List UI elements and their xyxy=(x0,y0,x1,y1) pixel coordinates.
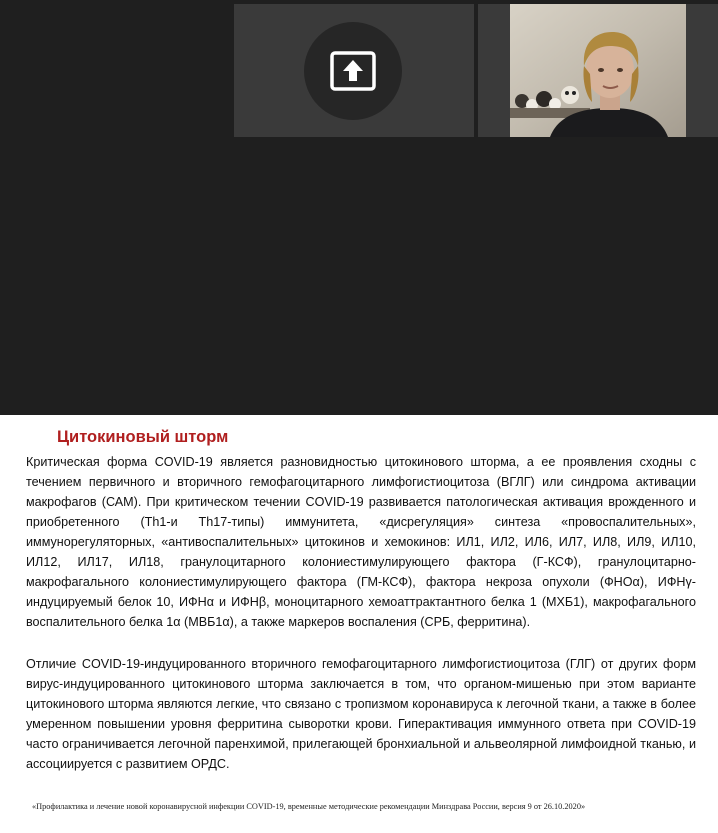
participant-video-tile[interactable] xyxy=(478,4,718,137)
screen-share-tile[interactable] xyxy=(234,4,474,137)
participant-video-image xyxy=(510,4,686,137)
share-screen-button[interactable] xyxy=(304,22,402,120)
slide-title: Цитокиновый шторм xyxy=(57,428,229,446)
presentation-slide xyxy=(0,415,718,833)
slide-footnote: «Профилактика и лечение новой коронавирусной инфекции COVID-19, временные методические рекомендации Минздрава России, версия 9 от 26.10.2020» xyxy=(32,802,586,811)
share-screen-icon xyxy=(330,51,376,91)
slide-paragraph-2: Отличие COVID-19-индуцированного вторичного гемофагоцитарного лимфогистиоцитоза (ГЛГ) от других форм вирус-индуцированного цитокинового шторма заключается в том, что органом-мишенью при этом варианте цитокинового шторма являются легкие, что связано с тропизмом коронавируса к легочной ткани, а также в более умеренном повышении уровня ферритина сыворотки крови. Гиперактивация иммунного ответа при COVID-19 часто ограничивается легочной паренхимой, прилегающей бронхиальной и альвеолярной лимфоидной тканью, и ассоциируется с развитием ОРДС. xyxy=(26,657,696,771)
participant-video xyxy=(510,4,686,137)
slide-paragraph-1: Критическая форма COVID-19 является разновидностью цитокинового шторма, а ее проявления сходны с течением первичного и вторичного гемофагоцитарного лимфогистиоцитоза (ВГЛГ) или синдрома активации макрофагов (САМ). При критическом течении COVID-19 развивается патологическая активация врожденного и приобретенного (Th1-и Th17-типы) иммунитета, «дисрегуляция» синтеза «провоспалительных», иммунорегуляторных, «антивоспалительных» цитокинов и хемокинов: ИЛ1, ИЛ2, ИЛ6, ИЛ7, ИЛ8, ИЛ9, ИЛ10, ИЛ12, ИЛ17, ИЛ18, гранулоцитарного колониестимулирующего фактора (Г-КСФ), гранулоцитарно-макрофагального колониестимулирующего фактора (ГМ-КСФ), фактора некроза опухоли (ФНОα), ИФНγ-индуцируемый белок 10, ИФНα и ИФНβ, моноцитарного хемоаттрактантного белка 1 (МХБ1), макрофагального воспалительного белка 1α (МВБ1α), а также маркеров воспаления (СРБ, ферритина). xyxy=(26,455,696,629)
